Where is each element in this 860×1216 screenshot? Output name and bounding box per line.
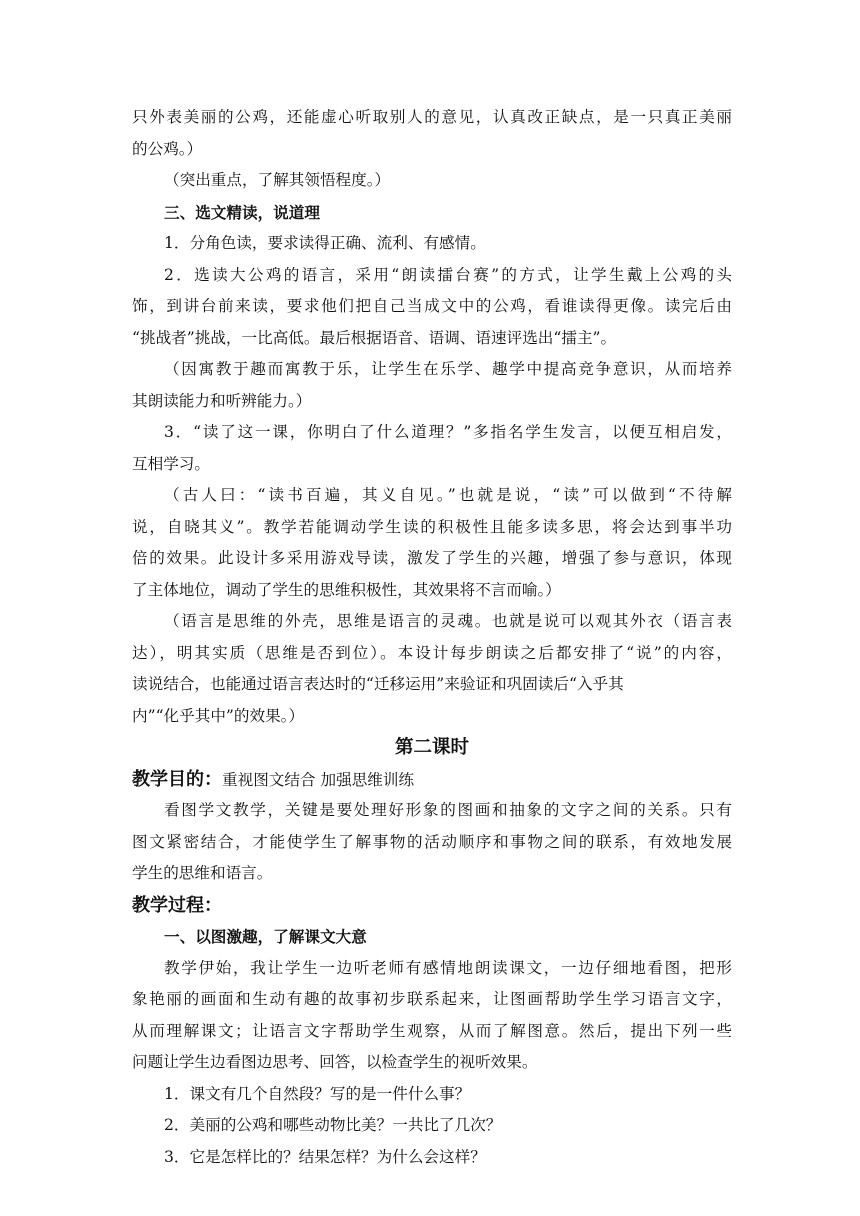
paragraph-line: 从而理解课文；让语言文字帮助学生观察，从而了解图意。然后，提出下列一些: [132, 1021, 732, 1040]
paragraph-line: 了主体地位，调动了学生的思维积极性，其效果将不言而喻。）: [132, 580, 561, 599]
list-item: 1．分角色读，要求读得正确、流利、有感情。: [164, 234, 486, 252]
paragraph-line: （突出重点，了解其领悟程度。）: [164, 171, 391, 189]
paragraph-line: 教学伊始，我让学生一边听老师有感情地朗读课文，一边仔细地看图，把形: [164, 958, 732, 977]
section-heading: 一、以图激趣，了解课文大意: [164, 927, 367, 946]
paragraph-line: 互相学习。: [132, 454, 210, 473]
paragraph-line: 象艳丽的画面和生动有趣的故事初步联系起来，让图画帮助学生学习语言文字，: [132, 990, 732, 1008]
paragraph-line: 说，自晓其义”。教学若能调动学生读的积极性且能多读多思，将会达到事半功: [132, 517, 732, 536]
paragraph-line: 问题让学生边看图边思考、回答，以检查学生的视听效果。: [132, 1053, 538, 1071]
objective-line: [132, 764, 732, 796]
paragraph-line: 倍的效果。此设计多采用游戏导读，激发了学生的兴趣，增强了参与意识，体现: [132, 549, 732, 567]
paragraph-line: （语言是思维的外壳，思维是语言的灵魂。也就是说可以观其外衣（语言表: [164, 612, 732, 630]
paragraph-line: 看图学文教学，关键是要处理好形象的图画和抽象的文字之间的关系。只有: [164, 801, 732, 819]
section-heading: 三、选文精读，说道理: [164, 202, 320, 222]
paragraph-line: 只外表美丽的公鸡，还能虚心听取别人的意见，认真改正缺点，是一只真正美丽: [132, 108, 732, 126]
lesson-title: 第二课时: [394, 737, 469, 758]
paragraph-line: 内”“化乎其中”的效果。）: [132, 706, 305, 725]
objective-label: 教学目的：: [132, 768, 222, 790]
paragraph-line: 的公鸡。）: [132, 139, 203, 158]
process-heading: 教学过程：: [132, 894, 222, 916]
list-item: 2．美丽的公鸡和哪些动物比美？一共比了几次？: [164, 1116, 502, 1134]
paragraph-line: “挑战者”挑战，一比高低。最后根据语音、语调、语速评选出“擂主”。: [132, 328, 617, 347]
list-item: 3．它是怎样比的？结果怎样？为什么会这样？: [164, 1147, 486, 1166]
objective-text: 重视图文结合 加强思维训练: [222, 770, 415, 789]
paragraph-line: （古人曰：“读书百遍，其义自见。”也就是说，“读”可以做到“不待解: [164, 486, 732, 504]
paragraph-line: 其朗读能力和听辨能力。）: [132, 391, 312, 410]
paragraph-line: 读说结合，也能通过语言表达时的“迁移运用”来验证和巩固读后“入乎其: [132, 675, 624, 693]
document-page: [132, 102, 732, 1173]
paragraph-line: 图文紧密结合，才能使学生了解事物的活动顺序和事物之间的联系，有效地发展: [132, 832, 732, 851]
list-item: 1．课文有几个自然段？写的是一件什么事？: [164, 1084, 471, 1103]
paragraph-line: 学生的思维和语言。: [132, 864, 273, 882]
paragraph-line: （因寓教于趣而寓教于乐，让学生在乐学、趣学中提高竞争意识，从而培养: [164, 360, 732, 378]
list-item: 3．“读了这一课，你明白了什么道理？”多指名学生发言，以便互相启发，: [164, 423, 732, 441]
paragraph-line: 饰，到讲台前来读，要求他们把自己当成文中的公鸡，看谁读得更像。读完后由: [132, 297, 732, 315]
list-item: 2．选读大公鸡的语言，采用“朗读擂台赛”的方式，让学生戴上公鸡的头: [164, 265, 732, 284]
paragraph-line: 达），明其实质（思维是否到位）。本设计每步朗读之后都安排了“说”的内容，: [132, 643, 732, 662]
